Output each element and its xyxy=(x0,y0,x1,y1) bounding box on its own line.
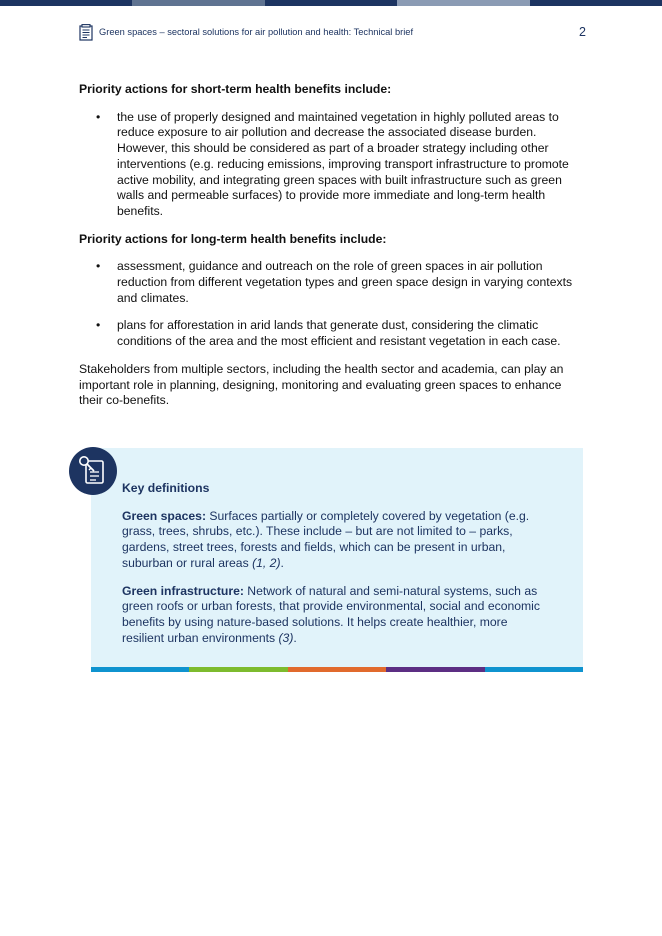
long-term-list xyxy=(79,259,579,350)
page-number: 2 xyxy=(579,25,586,39)
definition-term: Green infrastructure: xyxy=(122,583,244,598)
top-bar-segment xyxy=(397,0,530,6)
color-bar-segment xyxy=(91,667,189,672)
section-heading-short-term: Priority actions for short-term health benefits include: xyxy=(79,82,392,96)
color-bar-segment xyxy=(288,667,386,672)
top-bar-segment xyxy=(132,0,265,6)
list-item-text: the use of properly designed and maintained vegetation in highly polluted areas to reduce exposure to air pollution and decrease the associated disease burden. However, this should be considered as part of a broader strategy including other interventions (e.g. reducing emissions, improving transport infrastructure to promote active mobility, and integrating green spaces with built infrastructure such as green walls and permeable surfaces) to provide more immediate and long-term health benefits. xyxy=(117,109,569,218)
top-bar-segment xyxy=(265,0,397,6)
section-heading-long-term: Priority actions for long-term health benefits include: xyxy=(79,231,387,246)
top-bar-segment xyxy=(530,0,662,6)
list-item xyxy=(79,318,579,349)
key-definitions-color-bar xyxy=(91,667,583,672)
key-document-icon-graphic xyxy=(69,447,117,495)
list-item xyxy=(79,259,579,306)
definition-text: Network of natural and semi-natural systems, such as green roofs or urban forests, that provide environmental, social and economic benefits by using nature-based solutions. It helps create healthier, more resilient urban environments xyxy=(122,583,540,645)
list-item-text: assessment, guidance and outreach on the role of green spaces in air pollution reduction from different vegetation types and green space design in varying contexts and climates. xyxy=(117,259,573,305)
definition-end: . xyxy=(293,630,297,645)
page-header xyxy=(79,24,586,44)
top-color-bar xyxy=(0,0,662,6)
list-item-text: plans for afforestation in arid lands that generate dust, considering the climatic conditions of the area and the most efficient and resistant vegetation in each case. xyxy=(117,318,561,349)
citation: (1, 2) xyxy=(252,555,281,570)
top-bar-segment xyxy=(0,0,132,6)
bullet-icon: • xyxy=(96,259,101,274)
bullet-icon: • xyxy=(96,318,101,333)
definition-text: Surfaces partially or completely covered by vegetation (e.g. grass, trees, shrubs, etc.). These include – but are not limited to – parks, gardens, street trees, forests and fields, which can be present in urban, suburban or rural areas xyxy=(122,508,530,570)
key-document-icon xyxy=(69,447,117,495)
short-term-list xyxy=(79,110,579,220)
main-content xyxy=(79,82,579,409)
document-icon xyxy=(79,24,93,41)
definition-green-spaces xyxy=(122,509,552,572)
definition-green-infrastructure xyxy=(122,584,552,647)
key-definitions-content xyxy=(122,481,552,646)
key-definitions-title: Key definitions xyxy=(122,481,210,495)
bullet-icon: • xyxy=(96,109,101,124)
color-bar-segment xyxy=(189,667,287,672)
definition-end: . xyxy=(280,555,284,570)
header-title: Green spaces – sectoral solutions for air pollution and health: Technical brief xyxy=(99,27,414,37)
closing-paragraph: Stakeholders from multiple sectors, including the health sector and academia, can play an important role in planning, designing, monitoring and evaluating green spaces to enhance their co-benefits. xyxy=(79,361,564,408)
definition-term: Green spaces: xyxy=(122,508,207,523)
color-bar-segment xyxy=(386,667,484,672)
color-bar-segment xyxy=(485,667,583,672)
list-item xyxy=(79,110,579,220)
citation: (3) xyxy=(278,630,294,645)
